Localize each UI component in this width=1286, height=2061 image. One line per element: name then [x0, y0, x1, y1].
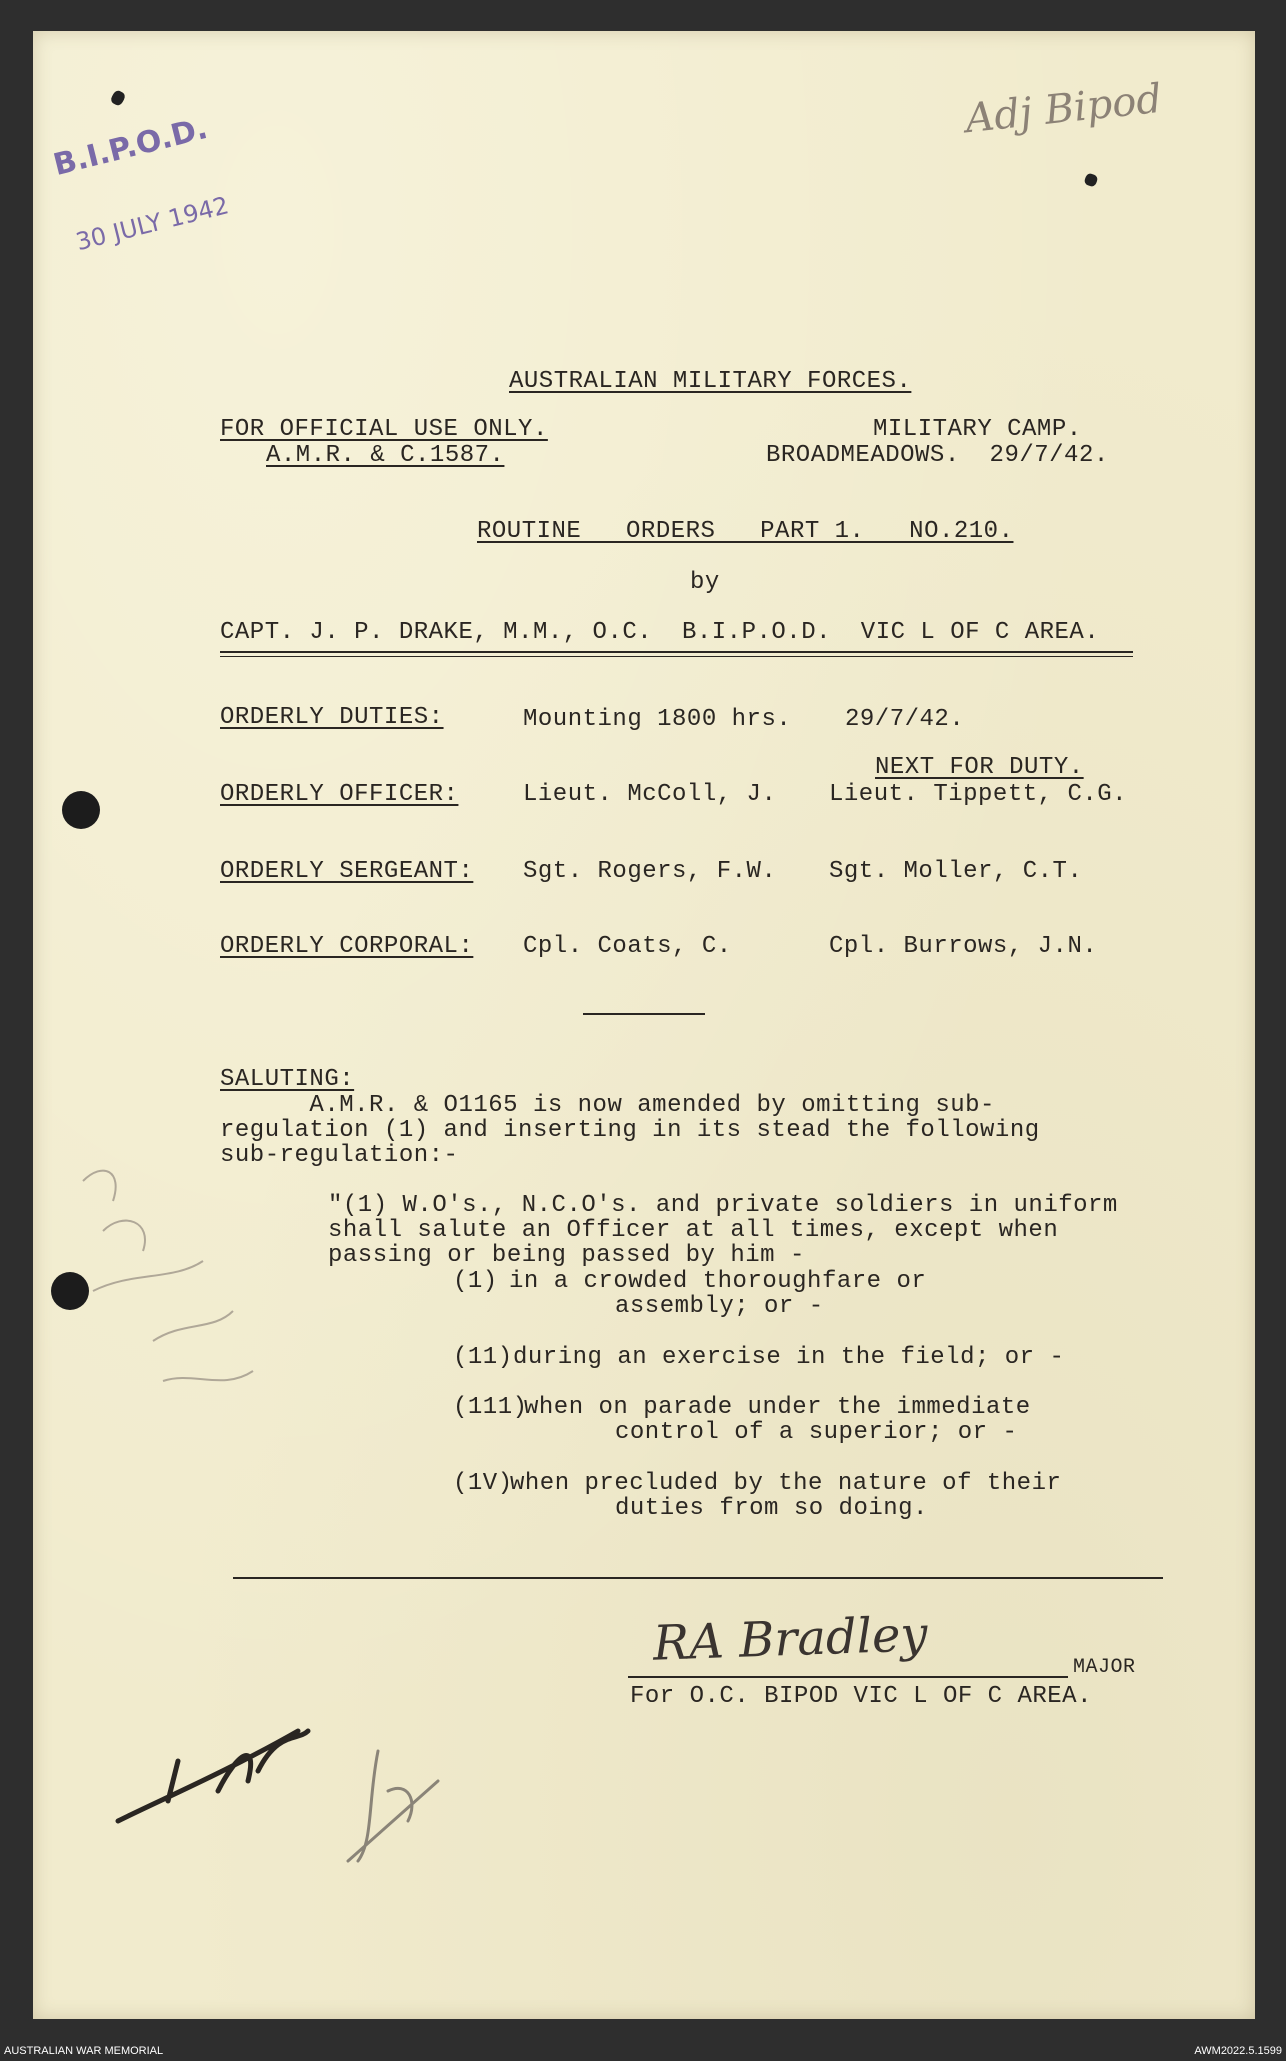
punch-hole-top	[62, 791, 100, 829]
item-line: during an exercise in the field; or -	[513, 1344, 1065, 1371]
item-number: (1V)	[453, 1470, 513, 1497]
received-stamp-date: 30 JULY 1942	[73, 191, 232, 257]
issuer-underline-2	[220, 656, 1133, 657]
handwritten-initials-icon	[108, 1671, 488, 1891]
pin-hole	[1083, 172, 1098, 187]
quote-line: passing or being passed by him -	[328, 1242, 805, 1269]
signature-for-line: For O.C. BIPOD VIC L OF C AREA.	[630, 1683, 1092, 1710]
mounting-time: Mounting 1800 hrs.	[523, 706, 792, 733]
classification-line: FOR OFFICIAL USE ONLY.	[220, 416, 548, 443]
document-title: AUSTRALIAN MILITARY FORCES.	[509, 368, 912, 395]
item-line: control of a superior; or -	[615, 1419, 1018, 1446]
saluting-paragraph-line: regulation (1) and inserting in its stead the following	[220, 1117, 1040, 1144]
archive-footer	[0, 2041, 1286, 2061]
quote-line: "(1) W.O's., N.C.O's. and private soldiers in uniform	[328, 1192, 1118, 1219]
duty-date: 29/7/42.	[845, 706, 965, 733]
duty-current: Cpl. Coats, C.	[523, 933, 732, 960]
duty-role: ORDERLY SERGEANT:	[220, 858, 474, 885]
duty-role: ORDERLY CORPORAL:	[220, 933, 474, 960]
pin-hole	[109, 89, 126, 107]
duty-current: Sgt. Rogers, F.W.	[523, 858, 777, 885]
closing-rule	[233, 1577, 1163, 1579]
by-line: by	[690, 569, 720, 596]
item-number: (11)	[453, 1344, 513, 1371]
duty-next: Cpl. Burrows, J.N.	[829, 933, 1098, 960]
next-for-duty-header: NEXT FOR DUTY.	[875, 754, 1084, 781]
saluting-paragraph-line: A.M.R. & O1165 is now amended by omitting sub-	[220, 1092, 995, 1119]
duty-current: Lieut. McColl, J.	[523, 781, 777, 808]
item-line: assembly; or -	[615, 1293, 824, 1320]
location-date-line: BROADMEADOWS. 29/7/42.	[766, 442, 1109, 469]
saluting-heading: SALUTING:	[220, 1066, 355, 1093]
issuer-underline	[220, 651, 1133, 653]
footer-institution: AUSTRALIAN WAR MEMORIAL	[4, 2045, 164, 2057]
duty-next: Sgt. Moller, C.T.	[829, 858, 1083, 885]
item-number: (1)	[453, 1268, 498, 1295]
pencil-marks-icon	[63, 1141, 283, 1441]
section-divider	[583, 1013, 705, 1015]
duty-role: ORDERLY OFFICER:	[220, 781, 459, 808]
saluting-paragraph-line: sub-regulation:-	[220, 1142, 459, 1169]
footer-accession-number: AWM2022.5.1599	[1194, 2045, 1282, 2057]
item-line: when precluded by the nature of their	[510, 1470, 1062, 1497]
issuer-line: CAPT. J. P. DRAKE, M.M., O.C. B.I.P.O.D. VIC L OF C AREA.	[220, 619, 1100, 646]
duties-label: ORDERLY DUTIES:	[220, 704, 444, 731]
item-number: (111)	[453, 1394, 528, 1421]
quote-line: shall salute an Officer at all times, except when	[328, 1217, 1059, 1244]
signature-line	[628, 1676, 1068, 1678]
orders-title: ROUTINE ORDERS PART 1. NO.210.	[477, 518, 1014, 545]
item-line: duties from so doing.	[615, 1495, 928, 1522]
duty-next: Lieut. Tippett, C.G.	[829, 781, 1128, 808]
received-stamp-unit: B.I.P.O.D.	[50, 110, 212, 183]
reference-line: A.M.R. & C.1587.	[266, 442, 505, 469]
item-line: in a crowded thoroughfare or	[509, 1268, 927, 1295]
handwritten-annotation: Adj Bipod	[963, 75, 1164, 143]
signature-rank: MAJOR	[1073, 1656, 1136, 1679]
item-line: when on parade under the immediate	[524, 1394, 1031, 1421]
document-page	[33, 31, 1255, 2019]
location-line: MILITARY CAMP.	[873, 416, 1082, 443]
signature: RA Bradley	[652, 1606, 929, 1672]
